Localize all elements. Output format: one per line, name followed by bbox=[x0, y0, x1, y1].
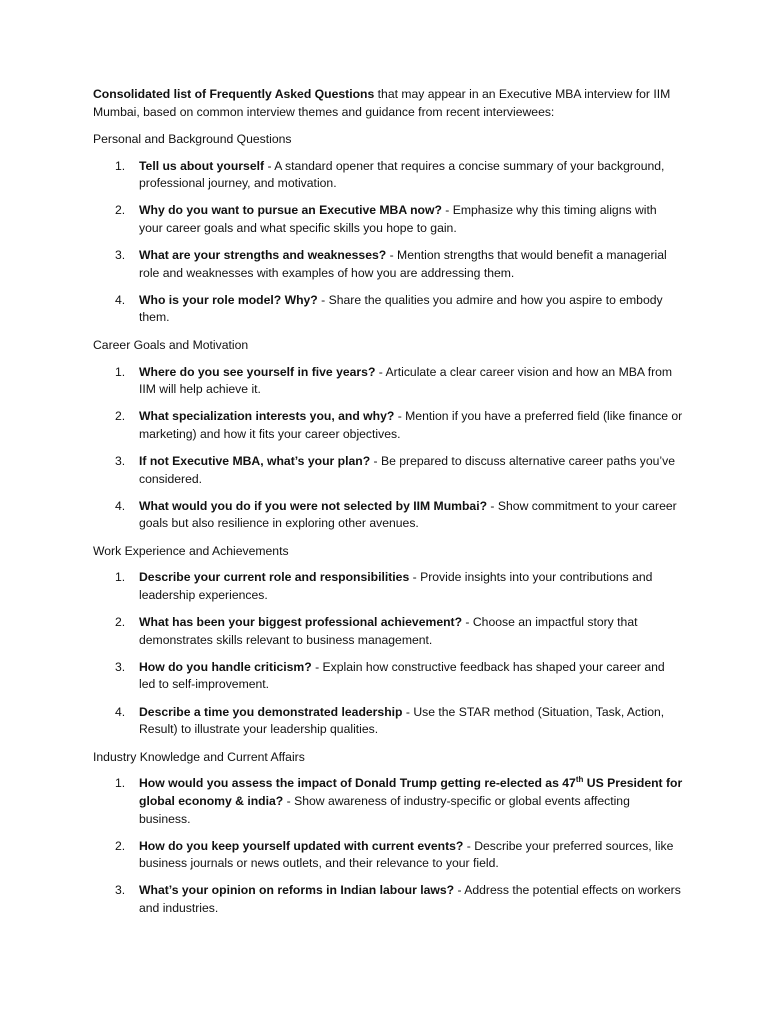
item-number: 2. bbox=[115, 409, 126, 424]
section-industry-knowledge bbox=[93, 749, 683, 918]
section-personal bbox=[93, 131, 683, 327]
section-heading: Career Goals and Motivation bbox=[93, 338, 249, 353]
question-text: If not Executive MBA, what’s your plan? bbox=[139, 454, 371, 468]
question-list bbox=[93, 569, 683, 738]
question-text: What’s your opinion on reforms in Indian labour laws? bbox=[139, 883, 455, 898]
answer-text: - Show commitment to your career goals but also resilience in exploring other avenues. bbox=[139, 498, 677, 531]
list-item bbox=[93, 498, 683, 533]
item-number: 4. bbox=[115, 498, 126, 513]
list-item bbox=[93, 453, 683, 488]
item-number: 4. bbox=[115, 704, 126, 719]
list-item bbox=[93, 614, 683, 649]
question-text: Why do you want to pursue an Executive MBA now? bbox=[139, 203, 442, 218]
answer-text: - A standard opener that requires a concise summary of your background, professional journey, and motivation. bbox=[139, 158, 665, 191]
section-career-goals bbox=[93, 337, 683, 533]
question-text: Where do you see yourself in five years? bbox=[139, 364, 376, 379]
section-heading: Personal and Background Questions bbox=[93, 132, 292, 147]
list-item bbox=[93, 704, 683, 739]
list-item bbox=[93, 364, 683, 399]
list-item bbox=[93, 158, 683, 193]
question-text: How do you keep yourself updated with current events? bbox=[139, 838, 464, 853]
answer-text: - Be prepared to discuss alternative career paths you’ve considered. bbox=[139, 454, 675, 486]
list-item bbox=[93, 659, 683, 694]
section-heading: Work Experience and Achievements bbox=[93, 543, 289, 558]
question-text-part: US President for global economy & india? bbox=[139, 776, 683, 808]
answer-text: - Describe your preferred sources, like business journals or news outlets, and their relevance to your field. bbox=[139, 838, 674, 871]
list-item bbox=[93, 569, 683, 604]
ordinal-suffix: th bbox=[575, 775, 584, 785]
answer-text: - Mention if you have a preferred field (like finance or marketing) and how it fits your career objectives. bbox=[139, 409, 683, 441]
answer-text: - Emphasize why this timing aligns with your career goals and what specific skills you hope to gain. bbox=[139, 203, 657, 236]
item-number: 4. bbox=[115, 292, 126, 307]
list-item bbox=[93, 247, 683, 282]
answer-text: - Provide insights into your contributions and leadership experiences. bbox=[139, 570, 653, 603]
item-number: 1. bbox=[115, 570, 126, 585]
intro-text: that may appear in an Executive MBA interview for IIM Mumbai, based on common interview themes and guidance from recent interviewees: bbox=[93, 87, 671, 119]
item-number: 3. bbox=[115, 883, 126, 898]
list-item bbox=[93, 408, 683, 443]
item-number: 2. bbox=[115, 203, 126, 218]
question-list bbox=[93, 775, 683, 917]
question-text: Describe your current role and responsibilities bbox=[139, 570, 410, 585]
section-heading: Industry Knowledge and Current Affairs bbox=[93, 749, 305, 764]
answer-text: - Explain how constructive feedback has shaped your career and led to self-improvement. bbox=[139, 659, 665, 692]
intro-paragraph bbox=[93, 86, 683, 121]
question-text-part: How would you assess the impact of Donald Trump getting re-elected as 47 bbox=[139, 776, 576, 791]
item-number: 3. bbox=[115, 248, 126, 263]
item-number: 1. bbox=[115, 158, 126, 173]
list-item bbox=[93, 775, 683, 828]
list-item bbox=[93, 882, 683, 917]
question-text: What specialization interests you, and why? bbox=[139, 409, 395, 424]
question-list bbox=[93, 158, 683, 327]
answer-text: - Share the qualities you admire and how you aspire to embody them. bbox=[139, 292, 663, 325]
item-number: 3. bbox=[115, 454, 126, 468]
item-number: 2. bbox=[115, 615, 126, 630]
question-text: How do you handle criticism? bbox=[139, 659, 312, 674]
question-text: What are your strengths and weaknesses? bbox=[139, 248, 387, 263]
list-item bbox=[93, 838, 683, 873]
item-number: 1. bbox=[115, 776, 126, 791]
item-number: 3. bbox=[115, 659, 126, 674]
question-text: What would you do if you were not selected by IIM Mumbai? bbox=[139, 498, 488, 513]
answer-text: - Mention strengths that would benefit a managerial role and weaknesses with examples of how you are addressing them. bbox=[139, 248, 667, 280]
item-number: 1. bbox=[115, 364, 126, 379]
question-text: What has been your biggest professional achievement? bbox=[139, 615, 463, 630]
section-work-experience bbox=[93, 543, 683, 739]
answer-text: - Articulate a clear career vision and how an MBA from IIM will help achieve it. bbox=[139, 364, 673, 397]
answer-text: - Address the potential effects on workers and industries. bbox=[139, 883, 681, 915]
question-text: Describe a time you demonstrated leadership bbox=[139, 704, 403, 719]
question-text: Tell us about yourself bbox=[139, 158, 265, 173]
answer-text: - Use the STAR method (Situation, Task, Action, Result) to illustrate your leadership qualities. bbox=[139, 704, 665, 737]
document-page bbox=[93, 86, 683, 927]
question-list bbox=[93, 364, 683, 533]
intro-bold: Consolidated list of Frequently Asked Questions bbox=[93, 87, 375, 101]
list-item bbox=[93, 292, 683, 327]
list-item bbox=[93, 202, 683, 237]
answer-text: - Show awareness of industry-specific or global events affecting business. bbox=[139, 793, 630, 826]
answer-text: - Choose an impactful story that demonstrates skills relevant to business management. bbox=[139, 615, 638, 647]
item-number: 2. bbox=[115, 838, 126, 853]
question-text: Who is your role model? Why? bbox=[139, 292, 318, 307]
